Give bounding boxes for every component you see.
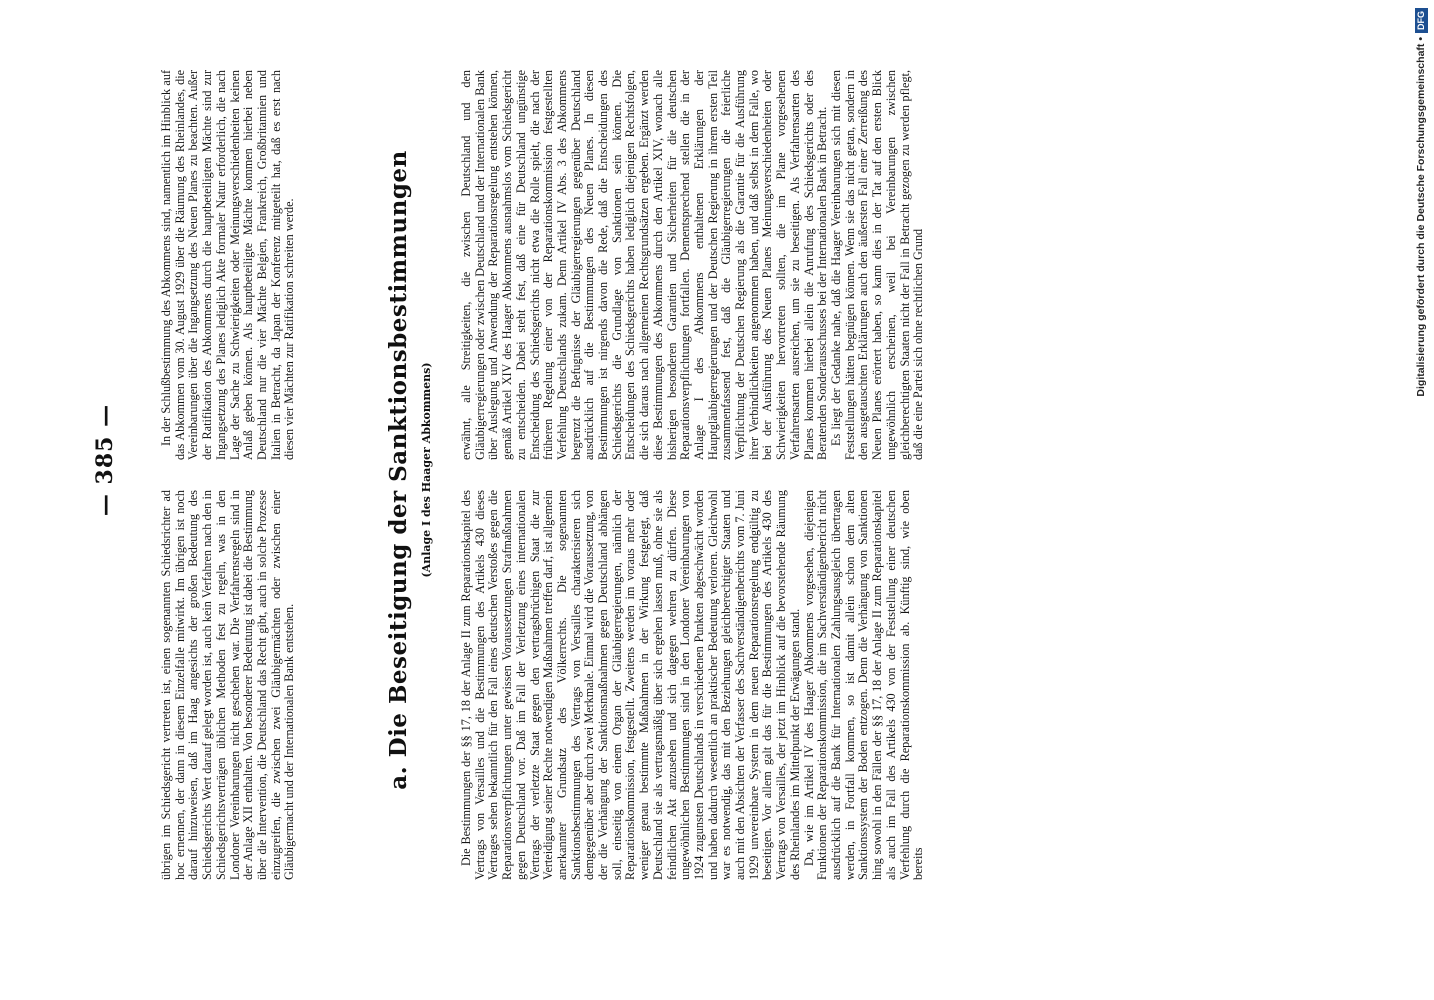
dfg-logo: DFG xyxy=(1415,8,1428,33)
paragraph: In der Schlußbestimmung des Abkommens sind, namentlich im Hinblick auf das Abkommen vom 30. August 1929 über die Räumung des Rheinlandes, die Vereinbarungen über die Ingangsetzung des Neuen Planes zu beachten. Außer der Ratifikation des Abkommens durch die hauptbeteiligten Mächte sind zur Ingangsetzung des Planes lediglich Akte formaler Natur erforderlich, die nach Lage der Sache zu Schwierigkeiten oder Meinungsverschiedenheiten keinen Anlaß geben können. Als hauptbeteiligte Mächte kommen hierbei neben Deutschland nur die vier Mächte Belgien, Frankreich, Großbritannien und Italien in Betracht, da Japan der Konferenz mitgeteilt hat, daß es erst nach diesen vier Mächten zur Ratifikation schreiten werde. xyxy=(159,70,297,460)
paragraph: übrigen im Schiedsgericht vertreten ist, einen sogenannten Schiedsrichter ad hoc ernennen, der dann in diesem Einzelfalle mitwirkt. Im übrigen ist noch darauf hinzuweisen, daß im Haag angesichts der großen Bedeutung des Schiedsgerichts Wert darauf gelegt worden ist, auch kein Verfahren nach den in Schiedsgerichtsverträgen üblichen Methoden fest zu regeln, was in den Londoner Vereinbarungen nicht geschehen war. Die Verfahrensregeln sind in der Anlage XII enthalten. Von besonderer Bedeutung ist dabei die Bestimmung über die Intervention, die Deutschland das Recht gibt, auch in solche Prozesse einzugreifen, die zwischen zwei Gläubigermächten oder zwischen einer Gläubigermacht und der Internationalen Bank entstehen. xyxy=(159,490,297,880)
attribution-text: Digitalisierung gefördert durch die Deutsche Forschungsgemeinschaft • xyxy=(1415,37,1427,397)
text-column-bottom-left xyxy=(460,490,926,880)
rotated-page-content xyxy=(92,60,1300,880)
section-subtitle: (Anlage I des Haager Abkommens) xyxy=(420,362,433,578)
section-heading xyxy=(385,60,433,880)
dfg-attribution xyxy=(1410,8,1432,988)
text-column-top-left xyxy=(160,490,297,880)
text-column-top-right xyxy=(160,70,297,460)
paragraph: erwähnt, alle Streitigkeiten, die zwischen Deutschland und den Gläubigerregierungen oder zwischen Deutschland und der Internationalen Bank über Auslegung und Anwendung der Reparationsregelung entstehen können, gemäß Artikel XIV des Haager Abkommens ausnahmslos vom Schiedsgericht zu entscheiden. Dabei steht fest, daß eine für Deutschland ungünstige Entscheidung des Schiedsgerichts nicht etwa die Rolle spielt, die nach der früheren Regelung einer von der Reparationskommission festgestellten Verfehlung Deutschlands zukam. Denn Artikel IV Abs. 3 des Abkommens begrenzt die Befugnisse der Gläubigerregierungen gegenüber Deutschland ausdrücklich auf die Bestimmungen des Neuen Planes. In diesen Bestimmungen ist nirgends davon die Rede, daß die Entscheidungen des Schiedsgerichts die Grundlage von Sanktionen sein können. Die Entscheidungen des Schiedsgerichts haben lediglich diejenigen Rechtsfolgen, die sich daraus nach allgemeinen Rechtsgrundsätzen ergeben. Ergänzt werden diese Bestimmungen des Abkommens durch den Artikel XIV, wonach alle bisherigen besonderen Garantien und Sicherheiten für die deutschen Reparationsverpflichtungen fortfallen. Dementsprechend stellen die in der Anlage I des Abkommens enthaltenen Erklärungen der Hauptgläubigerregierungen und der Deutschen Regierung in ihrem ersten Teil zusammenfassend fest, daß die Gläubigerregierungen die feierliche Verpflichtung der Deutschen Regierung als die Garantie für die Ausführung ihrer Verbindlichkeiten angenommen haben, und daß selbst in dem Falle, wo bei der Ausführung des Neuen Planes Meinungsverschiedenheiten oder Schwierigkeiten hervortreten sollten, die im Plane vorgesehenen Verfahrensarten ausreichen, um sie zu beseitigen. Als Verfahrensarten des Planes kommen hierbei allein die Anrufung des Schiedsgerichts oder des Beratenden Sonderausschusses bei der Internationalen Bank in Betracht. xyxy=(459,70,830,460)
paragraph: Da, wie im Artikel IV des Haager Abkommens vorgesehen, diejenigen Funktionen der Reparationskommission, die im Sachverständigenbericht nicht ausdrücklich auf die Bank für Internationalen Zahlungsausgleich übertragen werden, in Fortfall kommen, so ist damit allein schon dem alten Sanktionssystem der Boden entzogen. Denn die Verhängung von Sanktionen hing sowohl in den Fällen der §§ 17, 18 der Anlage II zum Reparationskapitel als auch im Fall des Artikels 430 von der Feststellung einer deutschen Verfehlung durch die Reparationskommission ab. Künftig sind, wie oben bereits xyxy=(801,490,926,880)
page-number: — 385 — xyxy=(92,403,118,517)
text-column-bottom-right xyxy=(460,70,926,460)
paragraph: Es liegt der Gedanke nahe, daß die Haager Vereinbarungen sich mit diesen Feststellungen hätten begnügen können. Wenn sie das nicht getan, sondern in den ausgetauschten Erklärungen auch den äußersten Fall einer Zerreißung des Neuen Planes erörtert haben, so kann dies in der Tat auf den ersten Blick ungewöhnlich erscheinen, weil bei Vereinbarungen zwischen gleichberechtigten Staaten nicht der Fall in Betracht gezogen zu werden pflegt, daß die eine Partei sich ohne rechtlichen Grund xyxy=(828,70,926,460)
section-title: a. Die Beseitigung der Sanktionsbestimmungen xyxy=(385,150,412,790)
attribution-line xyxy=(1410,8,1432,988)
paragraph: Die Bestimmungen der §§ 17, 18 der Anlage II zum Reparationskapitel des Vertrags von Versailles und die Bestimmungen des Artikels 430 dieses Vertrages sehen bekanntlich für den Fall eines deutschen Verstoßes gegen die Reparationsverpflichtungen unter gewissen Voraussetzungen Strafmaßnahmen gegen Deutschland vor. Daß im Fall der Verletzung eines internationalen Vertrags der verletzte Staat gegen den vertragsbrüchigen Staat die zur Verteidigung seiner Rechte notwendigen Maßnahmen treffen darf, ist allgemein anerkannter Grundsatz des Völkerrechts. Die sogenannten Sanktionsbestimmungen des Vertrags von Versailles charakterisieren sich demgegenüber aber durch zwei Merkmale. Einmal wird die Voraussetzung, von der die Verhängung der Sanktionsmaßnahmen gegen Deutschland abhängen soll, einseitig von einem Organ der Gläubigerregierungen, nämlich der Reparationskommission, festgestellt. Zweitens werden im voraus mehr oder weniger genau bestimmte Maßnahmen in der Wirkung festgelegt, daß Deutschland sie als vertragsmäßig über sich ergehen lassen muß, ohne sie als feindlichen Akt anzusehen und sich dagegen wehren zu dürfen. Diese ungewöhnlichen Bestimmungen sind in den Londoner Vereinbarungen von 1924 zugunsten Deutschlands in verschiedenen Punkten abgeschwächt worden und haben dadurch wesentlich an praktischer Bedeutung verloren. Gleichwohl war es notwendig, das mit den Beziehungen gleichberechtigter Staaten und auch mit den Absichten der Verfasser des Sachverständigenberichts vom 7. Juni 1929 unvereinbare System in dem neuen Reparationsregelung endgültig zu beseitigen. Vor allem galt das für die Bestimmungen des Artikels 430 des Vertrags von Versailles, der jetzt im Hinblick auf die bevorstehende Räumung des Rheinlandes im Mittelpunkt der Erwägungen stand. xyxy=(459,490,802,880)
